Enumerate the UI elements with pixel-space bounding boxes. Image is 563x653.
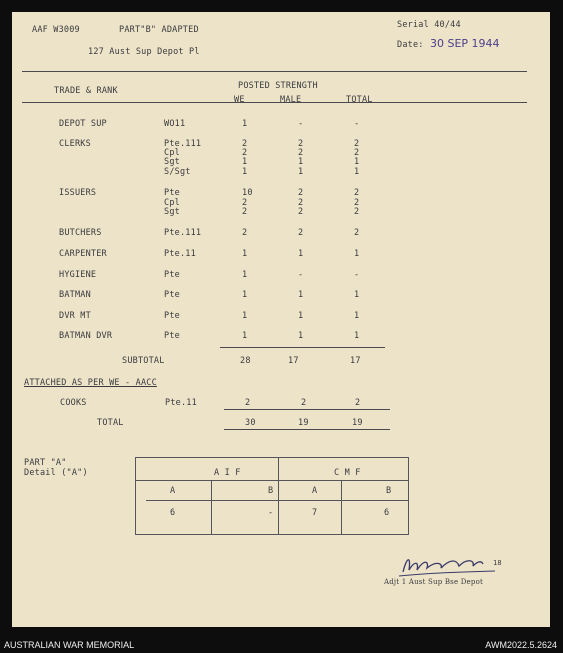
rank-cell: Cpl [164, 198, 180, 208]
subtotal-male: 17 [288, 356, 299, 366]
total-cell: - [354, 119, 360, 129]
rank-cell: Pte [164, 290, 180, 300]
we-cell: 1 [242, 331, 248, 341]
we-cell: 2 [242, 198, 248, 208]
male-cell: 2 [298, 207, 304, 217]
header-rule [22, 71, 527, 72]
attached-we: 2 [245, 398, 251, 408]
total-cell: - [354, 270, 360, 280]
we-cell: 1 [242, 270, 248, 280]
subtotal-label: SUBTOTAL [122, 356, 165, 366]
male-cell: 2 [298, 188, 304, 198]
total-cell: 1 [354, 249, 360, 259]
trade-name: ISSUERS [59, 188, 97, 198]
attached-rank: Pte.11 [165, 398, 197, 408]
signature-title: Adjt 1 Aust Sup Bse Depot [384, 578, 483, 586]
rank-cell: Cpl [164, 148, 180, 158]
male-cell: - [298, 270, 304, 280]
rank-cell: Pte [164, 270, 180, 280]
total-rule [224, 429, 390, 430]
total-cell: 2 [354, 228, 360, 238]
we-cell: 1 [242, 167, 248, 177]
serial-number: Serial 40/44 [397, 20, 461, 30]
total-label: TOTAL [97, 418, 124, 428]
total-cell: 2 [354, 198, 360, 208]
attached-rule [224, 409, 390, 410]
rank-cell: Pte.111 [164, 139, 202, 149]
male-cell: 1 [298, 167, 304, 177]
we-cell: 2 [242, 207, 248, 217]
we-cell: 1 [242, 290, 248, 300]
rank-cell: Sgt [164, 207, 180, 217]
trade-name: CLERKS [59, 139, 91, 149]
trade-name: BATMAN [59, 290, 91, 300]
rank-cell: Pte.11 [164, 249, 196, 259]
we-cell: 1 [242, 249, 248, 259]
footer-accession: AWM2022.5.2624 [485, 640, 557, 650]
signature-block [384, 552, 502, 586]
male-cell: 2 [298, 148, 304, 158]
total-heading: TOTAL [346, 95, 373, 105]
we-cell: 1 [242, 157, 248, 167]
part-a-grid [135, 457, 409, 535]
male-cell: 1 [298, 331, 304, 341]
trade-rank-heading: TRADE & RANK [54, 86, 118, 96]
aif-a-value: 6 [170, 508, 176, 518]
signature-mark: 18 [493, 559, 502, 567]
aif-b-value: - [268, 508, 274, 518]
total-cell: 2 [354, 148, 360, 158]
aif-b-heading: B [268, 486, 274, 496]
attached-total: 2 [355, 398, 361, 408]
cmf-b-value: 6 [384, 508, 390, 518]
unit-name: 127 Aust Sup Depot Pl [88, 47, 200, 57]
rank-cell: WO11 [164, 119, 186, 129]
attached-male: 2 [301, 398, 307, 408]
footer-source: AUSTRALIAN WAR MEMORIAL [4, 640, 135, 650]
total-cell: 1 [354, 167, 360, 177]
part-a-label: PART "A" [24, 458, 67, 468]
trade-name: DEPOT SUP [59, 119, 107, 129]
form-number: AAF W3009 [32, 25, 80, 35]
rank-cell: Pte [164, 331, 180, 341]
male-cell: 2 [298, 198, 304, 208]
trade-name: BATMAN DVR [59, 331, 113, 341]
male-cell: 2 [298, 228, 304, 238]
we-cell: 2 [242, 139, 248, 149]
cmf-b-heading: B [386, 486, 392, 496]
trade-name: BUTCHERS [59, 228, 102, 238]
attached-trade: COOKS [60, 398, 87, 408]
male-cell: 2 [298, 139, 304, 149]
part-a-detail: Detail ("A") [24, 468, 88, 478]
rank-cell: Pte [164, 311, 180, 321]
total-cell: 2 [354, 207, 360, 217]
trade-name: CARPENTER [59, 249, 107, 259]
total-male: 19 [298, 418, 309, 428]
we-cell: 10 [242, 188, 253, 198]
male-heading: MALE [280, 95, 302, 105]
we-cell: 1 [242, 119, 248, 129]
rank-cell: S/Sgt [164, 167, 191, 177]
total-cell: 1 [354, 157, 360, 167]
total-total: 19 [352, 418, 363, 428]
cmf-heading: C M F [334, 468, 361, 478]
we-cell: 2 [242, 148, 248, 158]
male-cell: 1 [298, 290, 304, 300]
handwritten-signature [397, 552, 502, 580]
date-label: Date: [397, 40, 424, 50]
total-cell: 1 [354, 290, 360, 300]
rank-cell: Pte.111 [164, 228, 202, 238]
male-cell: 1 [298, 249, 304, 259]
male-cell: 1 [298, 311, 304, 321]
rank-cell: Sgt [164, 157, 180, 167]
trade-name: HYGIENE [59, 270, 97, 280]
part-label: PART"B" ADAPTED [119, 25, 199, 35]
total-cell: 2 [354, 188, 360, 198]
male-cell: - [298, 119, 304, 129]
total-cell: 2 [354, 139, 360, 149]
date-stamp: 30 SEP 1944 [430, 37, 500, 50]
total-we: 30 [245, 418, 256, 428]
we-heading: WE [234, 95, 245, 105]
male-cell: 1 [298, 157, 304, 167]
posted-strength-heading: POSTED STRENGTH [238, 81, 318, 91]
subtotal-total: 17 [350, 356, 361, 366]
total-cell: 1 [354, 331, 360, 341]
aif-a-heading: A [170, 486, 176, 496]
column-rule [22, 102, 527, 103]
document-page [12, 12, 550, 627]
subtotal-we: 28 [240, 356, 251, 366]
we-cell: 1 [242, 311, 248, 321]
trade-name: DVR MT [59, 311, 91, 321]
aif-heading: A I F [214, 468, 241, 478]
we-cell: 2 [242, 228, 248, 238]
rank-cell: Pte [164, 188, 180, 198]
cmf-a-heading: A [312, 486, 318, 496]
total-cell: 1 [354, 311, 360, 321]
cmf-a-value: 7 [312, 508, 318, 518]
attached-heading: ATTACHED AS PER WE - AACC [24, 378, 157, 388]
subtotal-rule [220, 347, 385, 348]
